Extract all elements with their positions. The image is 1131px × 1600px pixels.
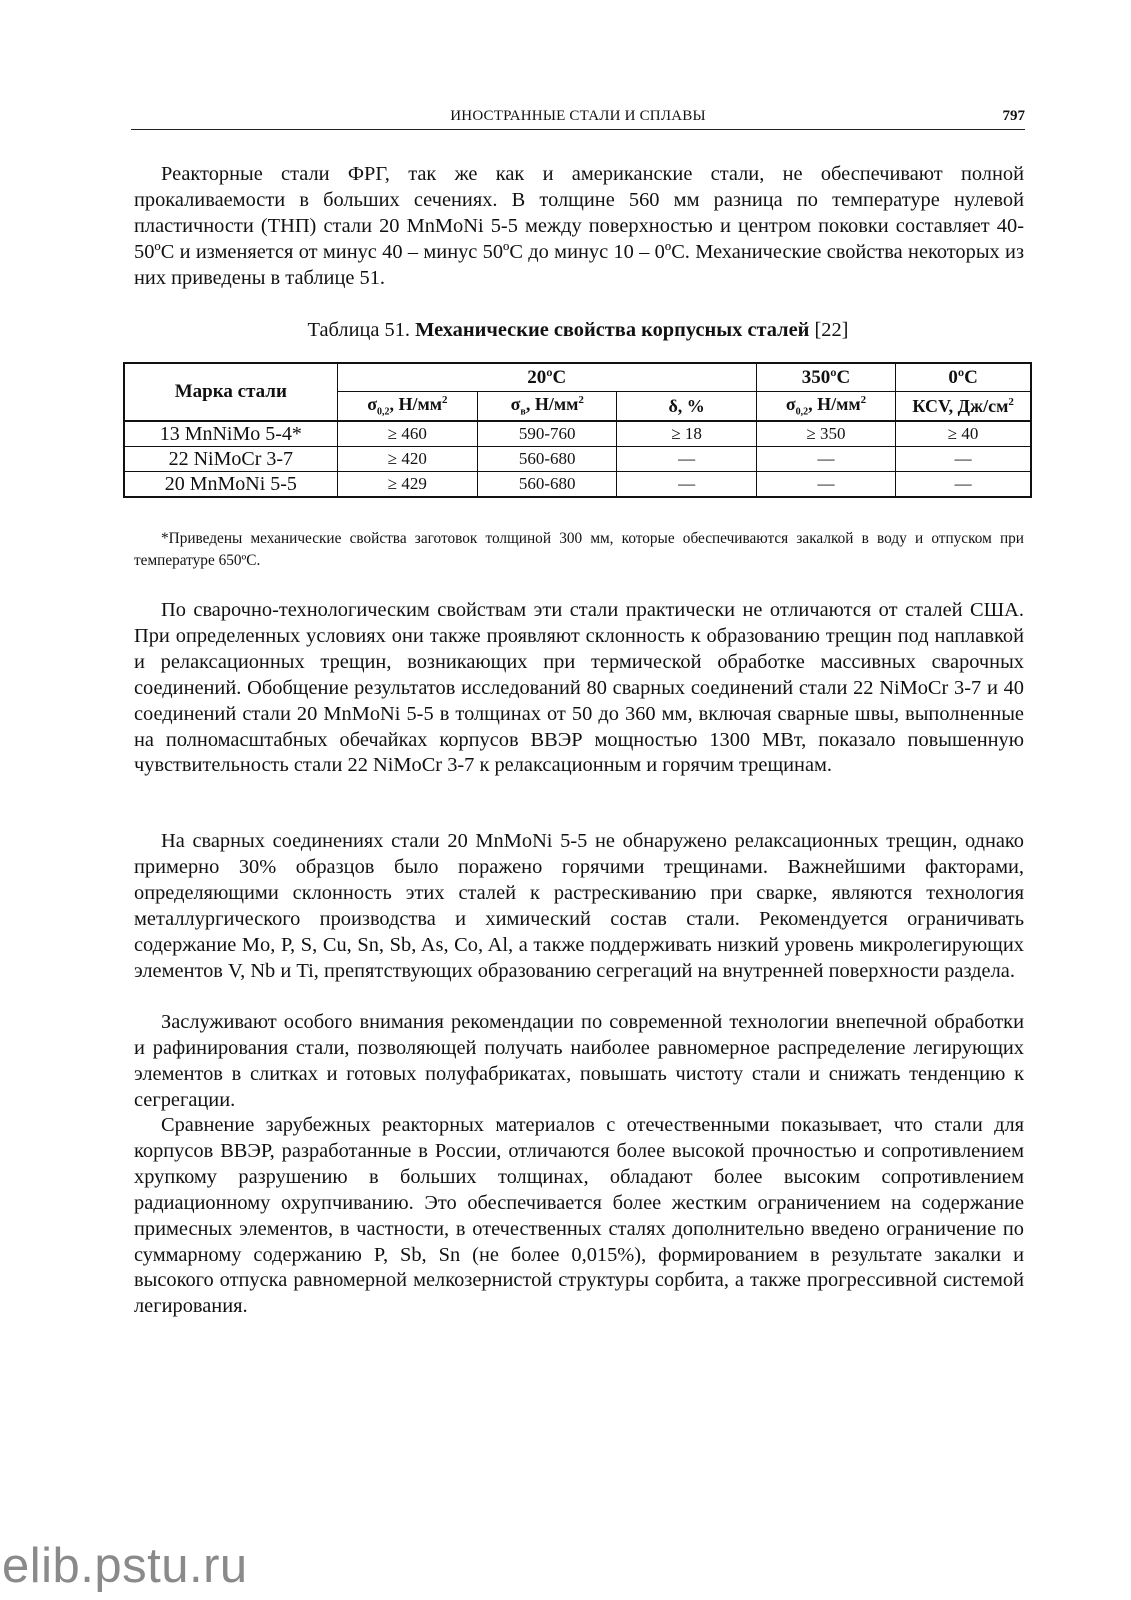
subscript: 0,2 <box>376 406 390 418</box>
table-cell: ≥ 420 <box>337 447 477 472</box>
unit: , Н/мм <box>808 394 861 415</box>
mechanical-properties-table <box>123 362 1032 498</box>
table-cell: — <box>617 447 756 472</box>
table-cell: — <box>617 472 756 498</box>
col-header-yield-350 <box>756 392 895 422</box>
table-cell: — <box>896 472 1031 498</box>
unit: , Н/мм <box>389 394 443 415</box>
subscript: 0,2 <box>795 406 809 418</box>
paragraph-1: Реакторные стали ФРГ, так же как и американские стали, не обеспечивают полной прокаливаемости в больших сечениях. В толщине 560 мм разница по температуре нулевой пластичности (ТНП) стали 20 MnMoNi 5-5 между поверхностью и центром поковки составляет 40-50ºС и изменяется от минус 40 – минус 50ºС до минус 10 – 0ºС. Механические свойства некоторых из них приведены в таблице 51. <box>134 163 1024 289</box>
col-header-grade: Марка стали <box>124 363 337 421</box>
table-cell: 22 NiMoCr 3-7 <box>124 447 337 472</box>
table-caption-prefix: Таблица 51. <box>307 319 416 341</box>
table-cell: 560-680 <box>478 472 617 498</box>
table-cell: — <box>756 472 895 498</box>
sigma-symbol: σ <box>785 394 796 415</box>
table-cell: 20 MnMoNi 5-5 <box>124 472 337 498</box>
table-cell: 560-680 <box>478 447 617 472</box>
col-header-tensile-20 <box>478 392 617 422</box>
paragraph-3: На сварных соединениях стали 20 MnMoNi 5-5 не обнаружено релаксационных трещин, однако примерно 30% образцов было поражено горячими трещинами. Важнейшими факторами, определяющими склонность этих сталей к растрескиванию при сварке, являются технология металлургического производства и химический состав стали. Рекомендуется ограничивать содержание Mo, P, S, Cu, Sn, Sb, As, Co, Al, а также поддерживать низкий уровень микролегирующих элементов V, Nb и Ti, препятствующих образованию сегрегаций на внутренней поверхности раздела. <box>134 830 1024 982</box>
table-cell: ≥ 429 <box>337 472 477 498</box>
table-cell: 590-760 <box>478 421 617 447</box>
sigma-symbol: σ <box>367 394 377 415</box>
unit: , Н/мм <box>525 394 579 415</box>
col-group-350c: 350ºС <box>756 363 895 392</box>
sigma-symbol: σ <box>510 394 521 415</box>
table-row <box>124 472 1031 498</box>
superscript: 2 <box>860 394 867 407</box>
col-group-0c: 0ºС <box>896 363 1031 392</box>
table-cell: ≥ 18 <box>617 421 756 447</box>
col-group-20c: 20ºС <box>337 363 756 392</box>
paragraph-5: Сравнение зарубежных реакторных материалов с отечественными показывает, что стали для корпусов ВВЭР, разработанные в России, отличаются более высокой прочностью и сопротивлением хрупкому разрушению в больших толщинах, обладают более высоким сопротивлением радиационному охрупчиванию. Это обеспечивается более жестким ограничением на содержание примесных элементов, в частности, в отечественных сталях дополнительно введено ограничение по суммарному содержанию P, Sb, Sn (не более 0,015%), формированием в результате закалки и высокого отпуска равномерной мелкозернистой структуры сорбита, а также прогрессивной системой легирования. <box>134 1114 1024 1318</box>
table-caption-ref: [22] <box>809 319 849 341</box>
superscript: 2 <box>1008 395 1014 408</box>
col-header-impact-0 <box>896 392 1031 422</box>
running-header <box>131 105 1025 130</box>
table-cell: — <box>896 447 1031 472</box>
table-row <box>124 421 1031 447</box>
table-cell: ≥ 40 <box>896 421 1031 447</box>
col-header-yield-20 <box>337 392 477 422</box>
page-number: 797 <box>1002 108 1025 124</box>
superscript: 2 <box>578 394 584 407</box>
table-row <box>124 447 1031 472</box>
unit: КСV, Дж/см <box>912 395 1009 416</box>
superscript: 2 <box>442 394 448 407</box>
watermark-link[interactable]: elib.pstu.ru <box>2 1539 248 1593</box>
paragraph-4: Заслуживают особого внимания рекомендации по современной технологии внепечной обработки и рафинирования стали, позволяющей получать наиболее равномерное распределение легирующих элементов в слитках и готовых полуфабрикатах, повышать чистоту стали и снижать тенденцию к сегрегации. <box>134 1011 1024 1111</box>
table-caption <box>131 317 1025 343</box>
paragraph-2: По сварочно-технологическим свойствам эти стали практически не отличаются от сталей США. При определенных условиях они также проявляют склонность к образованию трещин под наплавкой и релаксационных трещин, возникающих при термической обработке массивных сварочных соединений. Обобщение результатов исследований 80 сварных соединений стали 22 NiMoCr 3-7 и 40 соединений стали 20 MnMoNi 5-5 в толщинах от 50 до 360 мм, включая сварные швы, выполненные на полномасштабных обечайках корпусов ВВЭР мощностью 1300 МВт, показало повышенную чувствительность стали 22 NiMoCr 3-7 к релаксационным и горячим трещинам. <box>134 599 1024 777</box>
table-cell: ≥ 350 <box>756 421 895 447</box>
table-cell: ≥ 460 <box>337 421 477 447</box>
subscript: в <box>520 406 526 418</box>
table-cell: 13 MnNiMo 5-4* <box>124 421 337 447</box>
table-caption-title: Механические свойства корпусных сталей <box>415 319 810 341</box>
running-header-title: ИНОСТРАННЫЕ СТАЛИ И СПЛАВЫ <box>450 108 706 124</box>
col-header-elongation-20: δ, % <box>617 392 756 422</box>
table-footnote: *Приведены механические свойства заготовок толщиной 300 мм, которые обеспечиваются закалкой в воду и отпуском при температуре 650ºС. <box>134 530 1024 569</box>
table-cell: — <box>756 447 895 472</box>
